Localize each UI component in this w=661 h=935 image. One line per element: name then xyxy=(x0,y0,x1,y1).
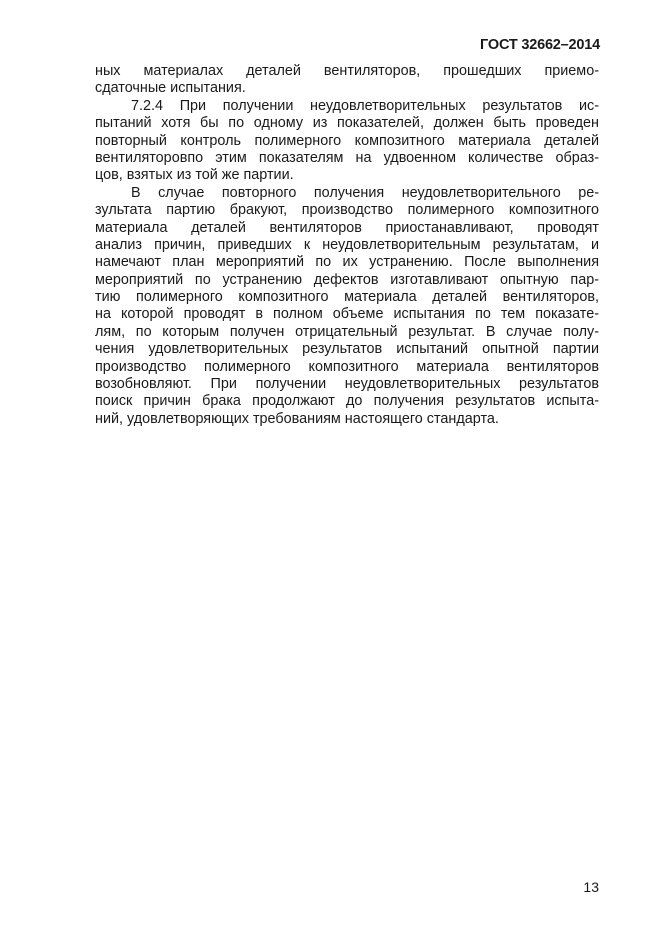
text-line: на которой проводят в полном объеме испытания по тем показате- xyxy=(95,306,599,323)
text-line: ных материалах деталей вентиляторов, прошедших приемо- xyxy=(95,63,599,79)
paragraph-7-2-4 xyxy=(95,98,599,185)
text-line: возобновляют. При получении неудовлетворительных результатов xyxy=(95,376,599,393)
text-line: чения удовлетворительных результатов испытаний опытной партии xyxy=(95,341,599,358)
text-line: материала деталей вентиляторов приостанавливают, проводят xyxy=(95,219,599,236)
text-line: поиск причин брака продолжают до получения результатов испыта- xyxy=(95,393,599,410)
text-line: повторный контроль полимерного композитного материала деталей xyxy=(95,132,599,149)
text-line: вентиляторовпо этим показателям на удвоенном количестве образ- xyxy=(95,149,599,166)
text-line: 7.2.4 При получении неудовлетворительных результатов ис- xyxy=(131,97,599,114)
text-line: мероприятий по устранению дефектов изготавливают опытную пар- xyxy=(95,271,599,288)
text-line: сдаточные испытания. xyxy=(95,80,246,97)
document-body xyxy=(95,63,599,428)
text-line: пытаний хотя бы по одному из показателей, должен быть проведен xyxy=(95,115,599,132)
text-line: зультата партию бракуют, производство полимерного композитного xyxy=(95,202,599,219)
text-line: лям, по которым получен отрицательный результат. В случае полу- xyxy=(95,323,599,340)
page-number: 13 xyxy=(583,879,599,895)
text-line: производство полимерного композитного материала вентиляторов xyxy=(95,358,599,375)
paragraph-continuation xyxy=(95,63,599,98)
paragraph-repeat-failure xyxy=(95,185,599,428)
text-line: тию полимерного композитного материала деталей вентиляторов, xyxy=(95,289,599,306)
text-line: анализ причин, приведших к неудовлетворительным результатам, и xyxy=(95,236,599,253)
text-line: намечают план мероприятий по их устранению. После выполнения xyxy=(95,254,599,271)
document-header-standard: ГОСТ 32662–2014 xyxy=(480,37,600,53)
text-line: ний, удовлетворяющих требованиям настоящего стандарта. xyxy=(95,410,499,427)
text-line: цов, взятых из той же партии. xyxy=(95,167,294,184)
text-line: В случае повторного получения неудовлетворительного ре- xyxy=(131,184,599,201)
